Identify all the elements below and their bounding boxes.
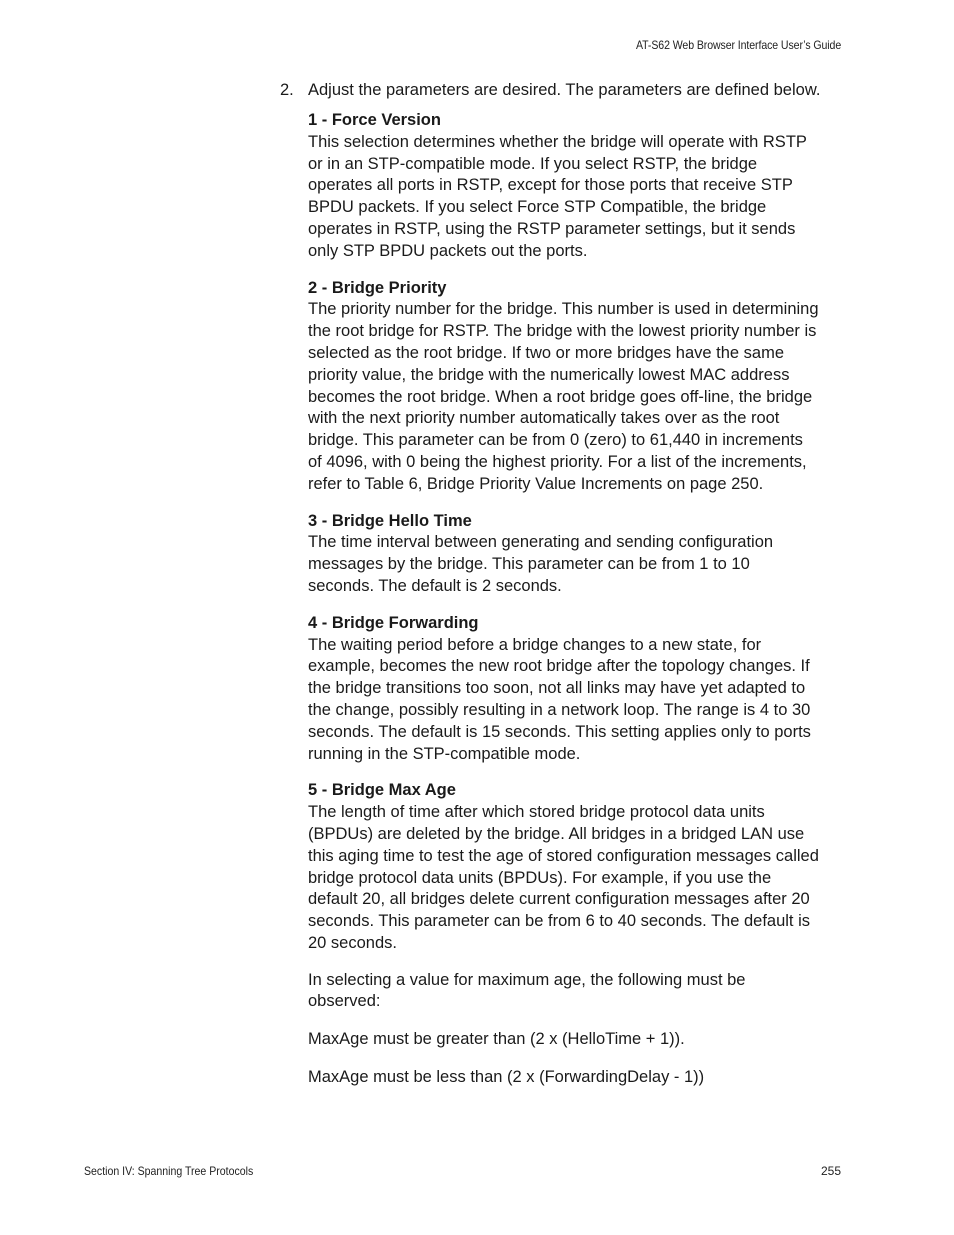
param-bridge-max-age — [308, 780, 820, 954]
param-description: The length of time after which stored bridge protocol data units (BPDUs) are deleted by the bridge. All bridges in a bridged LAN use this aging time to test the age of stored configuration messages called bridge protocol data units (BPDUs). For example, if you use the default 20, all bridges delete current configuration messages after 20 seconds. This parameter can be from 6 to 40 seconds. The default is 20 seconds. — [308, 803, 819, 952]
param-description: The priority number for the bridge. This number is used in determining the root bridge for RSTP. The bridge with the lowest priority number is selected as the root bridge. If two or more bridges have the same priority value, the bridge with the numerically lowest MAC address becomes the root bridge. When a root bridge goes off-line, the bridge with the next priority number automatically takes over as the root bridge. This parameter can be from 0 (zero) to 61,440 in increments of 4096, with 0 being the highest priority. For a list of the increments, refer to Table 6, Bridge Priority Value Increments on page 250. — [308, 300, 819, 493]
param-force-version — [308, 110, 820, 263]
param-bridge-hello-time — [308, 511, 820, 598]
param-bridge-forwarding — [308, 613, 820, 766]
running-header: AT-S62 Web Browser Interface User’s Guide — [635, 38, 841, 52]
param-bridge-priority — [308, 278, 820, 496]
param-description: The time interval between generating and sending configuration messages by the bridge. This parameter can be from 1 to 10 seconds. The default is 2 seconds. — [308, 533, 774, 595]
parameter-definitions — [308, 110, 820, 1105]
param-description: The waiting period before a bridge changes to a new state, for example, becomes the new root bridge after the topology changes. If the bridge transitions too soon, not all links may have yet adapted to the change, possibly resulting in a network loop. The range is 4 to 30 seconds. The default is 15 seconds. This setting applies only to ports running in the STP-compatible mode. — [308, 635, 811, 763]
max-age-rule-2: MaxAge must be less than (2 x (ForwardingDelay - 1)) — [308, 1068, 705, 1087]
max-age-intro: In selecting a value for maximum age, the following must be observed: — [308, 970, 746, 1011]
max-age-rule-1: MaxAge must be greater than (2 x (HelloTime + 1)). — [308, 1030, 685, 1049]
step-number: 2. — [280, 81, 294, 99]
param-title: 5 - Bridge Max Age — [308, 781, 456, 800]
page-number: 255 — [820, 1164, 841, 1178]
param-title: 4 - Bridge Forwarding — [308, 613, 479, 632]
step-text: Adjust the parameters are desired. The parameters are defined below. — [308, 81, 821, 99]
param-title: 1 - Force Version — [308, 111, 441, 129]
param-title: 3 - Bridge Hello Time — [308, 511, 472, 530]
footer-section: Section IV: Spanning Tree Protocols — [84, 1164, 254, 1178]
param-title: 2 - Bridge Priority — [308, 278, 447, 297]
param-description: This selection determines whether the bridge will operate with RSTP or in an STP-compatible mode. If you select RSTP, the bridge operates all ports in RSTP, except for those ports that receive STP BPDU packets. If you select Force STP Compatible, the bridge operates in RSTP, using the RSTP parameter settings, but it sends only STP BPDU packets out the ports. — [308, 132, 807, 260]
